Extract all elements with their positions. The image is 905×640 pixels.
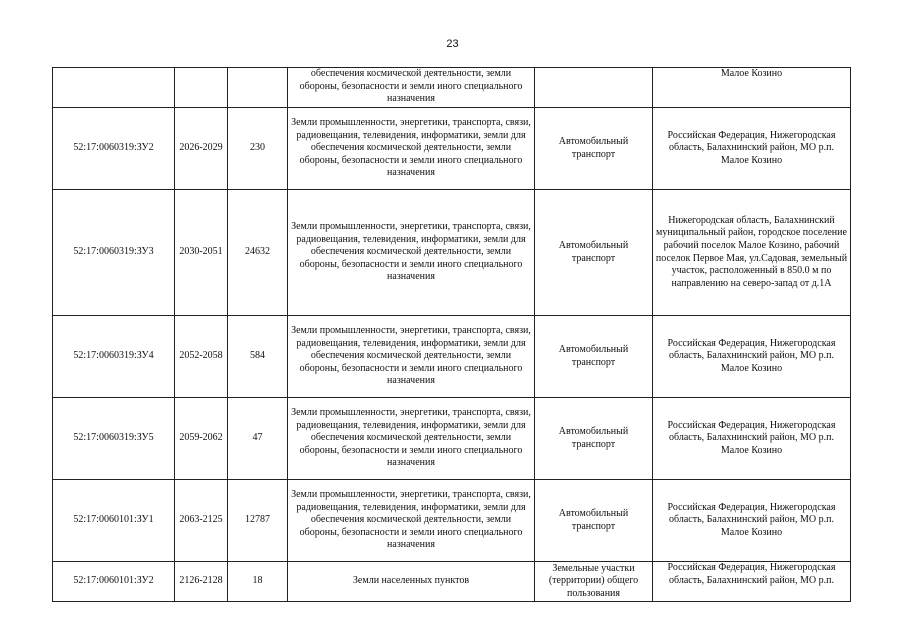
cadastral-number-cell [53, 68, 175, 108]
area-cell: 18 [228, 562, 288, 602]
land-category-cell: Земли промышленности, энергетики, транспорта, связи, радиовещания, телевидения, информатики, земли для обеспечения космической деятельности, земли обороны, безопасности и земли иного специального назначения [288, 190, 535, 316]
cadastral-number-cell: 52:17:0060319:ЗУ3 [53, 190, 175, 316]
permitted-use-cell [535, 68, 653, 108]
area-cell: 47 [228, 398, 288, 480]
area-cell [228, 68, 288, 108]
table-row [53, 562, 851, 602]
permitted-use-cell: Автомобильный транспорт [535, 316, 653, 398]
area-cell: 12787 [228, 480, 288, 562]
cadastral-number-cell: 52:17:0060101:ЗУ1 [53, 480, 175, 562]
points-range-cell: 2126-2128 [175, 562, 228, 602]
address-cell: Нижегородская область, Балахнинский муниципальный район, городское поселение рабочий поселок Малое Козино, рабочий поселок Первое Мая, ул.Садовая, земельный участок, расположенный в 850.0 м по направлению на северо-запад от д.1А [653, 190, 851, 316]
permitted-use-cell: Автомобильный транспорт [535, 480, 653, 562]
permitted-use-cell: Автомобильный транспорт [535, 190, 653, 316]
land-category-cell: Земли промышленности, энергетики, транспорта, связи, радиовещания, телевидения, информатики, земли для обеспечения космической деятельности, земли обороны, безопасности и земли иного специального назначения [288, 480, 535, 562]
points-range-cell: 2030-2051 [175, 190, 228, 316]
points-range-cell: 2026-2029 [175, 108, 228, 190]
area-cell: 24632 [228, 190, 288, 316]
land-category-cell: Земли населенных пунктов [288, 562, 535, 602]
cadastral-number-cell: 52:17:0060319:ЗУ2 [53, 108, 175, 190]
address-cell: Российская Федерация, Нижегородская область, Балахнинский район, МО р.п. [653, 562, 851, 602]
permitted-use-cell: Автомобильный транспорт [535, 108, 653, 190]
address-cell: Российская Федерация, Нижегородская область, Балахнинский район, МО р.п. Малое Козино [653, 480, 851, 562]
permitted-use-cell: Автомобильный транспорт [535, 398, 653, 480]
table-row [53, 68, 851, 108]
table-row [53, 108, 851, 190]
land-category-cell: Земли промышленности, энергетики, транспорта, связи, радиовещания, телевидения, информатики, земли для обеспечения космической деятельности, земли обороны, безопасности и земли иного специального назначения [288, 316, 535, 398]
address-cell: Российская Федерация, Нижегородская область, Балахнинский район, МО р.п. Малое Козино [653, 108, 851, 190]
cadastral-number-cell: 52:17:0060319:ЗУ5 [53, 398, 175, 480]
land-plots-table [52, 67, 851, 602]
area-cell: 230 [228, 108, 288, 190]
address-cell: Малое Козино [653, 68, 851, 108]
address-cell: Российская Федерация, Нижегородская область, Балахнинский район, МО р.п. Малое Козино [653, 316, 851, 398]
points-range-cell: 2063-2125 [175, 480, 228, 562]
land-category-cell: Земли промышленности, энергетики, транспорта, связи, радиовещания, телевидения, информатики, земли для обеспечения космической деятельности, земли обороны, безопасности и земли иного специального назначения [288, 398, 535, 480]
cadastral-number-cell: 52:17:0060319:ЗУ4 [53, 316, 175, 398]
points-range-cell [175, 68, 228, 108]
table-row [53, 398, 851, 480]
permitted-use-cell: Земельные участки (территории) общего пользования [535, 562, 653, 602]
table-row [53, 190, 851, 316]
points-range-cell: 2052-2058 [175, 316, 228, 398]
area-cell: 584 [228, 316, 288, 398]
page-number: 23 [446, 38, 459, 50]
land-category-cell: обеспечения космической деятельности, земли обороны, безопасности и земли иного специального назначения [288, 68, 535, 108]
points-range-cell: 2059-2062 [175, 398, 228, 480]
address-cell: Российская Федерация, Нижегородская область, Балахнинский район, МО р.п. Малое Козино [653, 398, 851, 480]
land-category-cell: Земли промышленности, энергетики, транспорта, связи, радиовещания, телевидения, информатики, земли для обеспечения космической деятельности, земли обороны, безопасности и земли иного специального назначения [288, 108, 535, 190]
table-row [53, 316, 851, 398]
table-row [53, 480, 851, 562]
cadastral-number-cell: 52:17:0060101:ЗУ2 [53, 562, 175, 602]
